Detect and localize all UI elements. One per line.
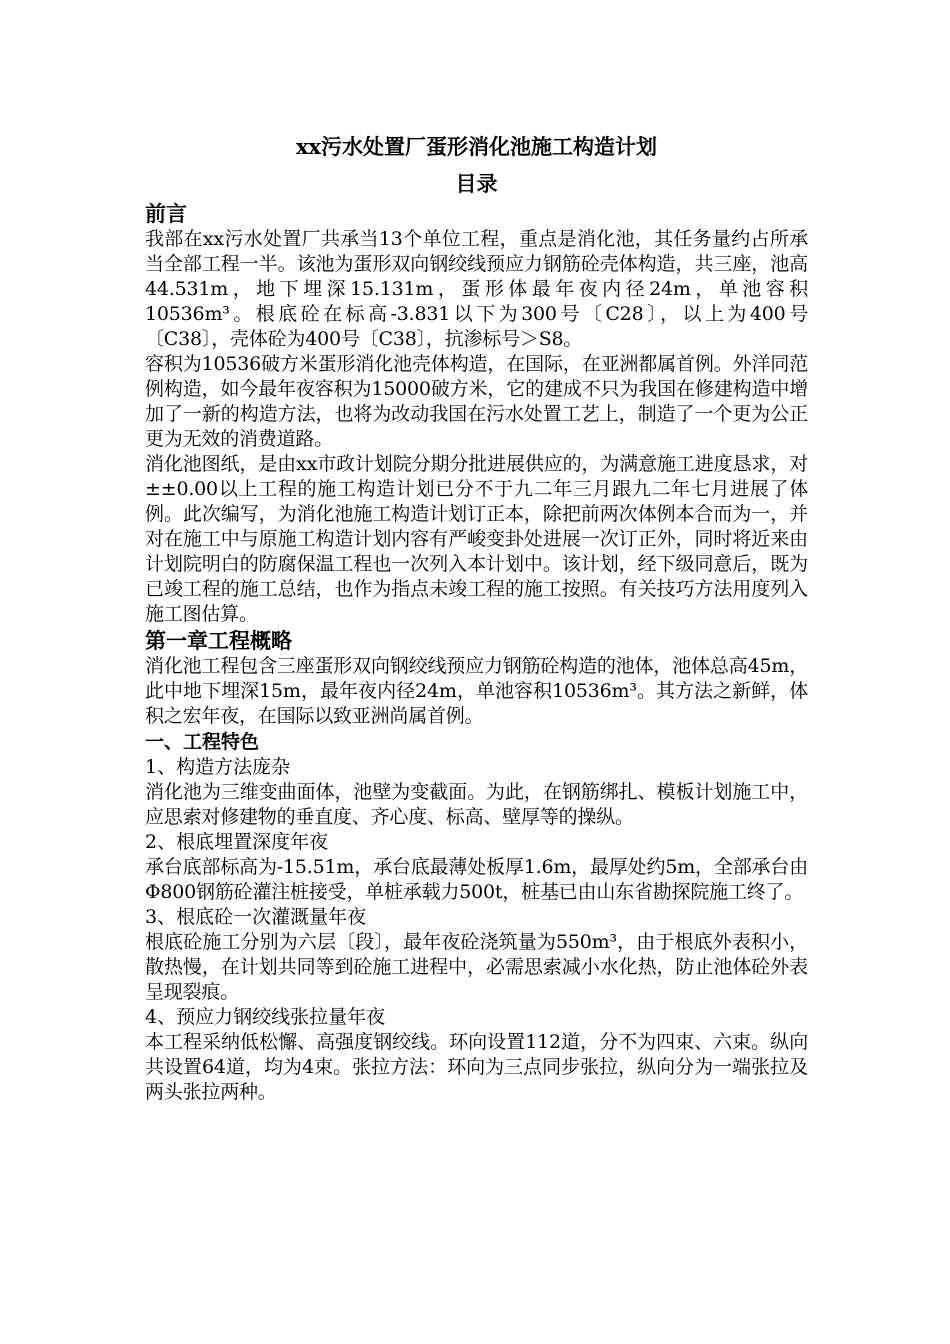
item-label-4: 4、预应力钢绞线张拉量年夜 [145, 1006, 386, 1028]
item-label-1: 1、构造方法庞杂 [145, 756, 291, 778]
chapter1-heading: 第一章工程概略 [145, 628, 292, 653]
item-text-2: 承台底部标高为-15.51m，承台底最薄处板厚1.6m，最厚处约5m，全部承台由Φ800钢筋砼灌注桩接受，单桩承载力500t，桩基已由山东省勘探院施工终了。 [145, 856, 808, 903]
item-text-3: 根底砼施工分别为六层〔段〕，最年夜砼浇筑量为550m³，由于根底外表积小，散热慢，在计划共同等到砼施工进程中，必需思索减小水化热，防止池体砼外表呈现裂痕。 [145, 931, 808, 1003]
preface-paragraph-2: 容积为10536破方米蛋形消化池壳体构造，在国际，在亚洲都属首例。外洋同范例构造，如今最年夜容积为15000破方米，它的建成不只为我国在修建构造中增加了一新的构造方法，也将为改动我国在污水处置工艺上，制造了一个更为公正更为无效的消费道路。 [145, 353, 808, 450]
toc-label: 目录 [455, 171, 498, 196]
preface-paragraph-3: 消化池图纸，是由xx市政计划院分期分批进展供应的，为满意施工进度恳求，对±±0.00以上工程的施工构造计划已分不于九二年三月跟九二年七月进展了体例。此次编写，为消化池施工构造计划订正本，除把前两次体例本合而为一，并对在施工中与原施工构造计划内容有严峻变卦处进展一次订正外，同时将近来由计划院明白的防腐保温工程也一次列入本计划中。该计划，经下级同意后，既为已竣工程的施工总结，也作为指点未竣工程的施工按照。有关技巧方法用度列入施工图估算。 [145, 453, 808, 625]
preface-heading: 前言 [145, 201, 187, 226]
item-label-2: 2、根底埋置深度年夜 [145, 831, 329, 853]
item-text-1: 消化池为三维变曲面体，池壁为变截面。为此，在钢筋绑扎、模板计划施工中，应思索对修建物的垂直度、齐心度、标高、壁厚等的操纵。 [145, 781, 808, 828]
chapter1-paragraph: 消化池工程包含三座蛋形双向钢绞线预应力钢筋砼构造的池体，池体总高45m，此中地下埋深15m，最年夜内径24m，单池容积10536m³。其方法之新鲜，体积之宏年夜，在国际以致亚洲尚属首例。 [145, 655, 808, 727]
section1-heading: 一、工程特色 [145, 731, 260, 753]
item-text-4: 本工程采纳低松懈、高强度钢绞线。环向设置112道，分不为四束、六束。纵向共设置64道，均为4束。张拉方法：环向为三点同步张拉，纵向分为一端张拉及两头张拉两种。 [145, 1031, 808, 1103]
preface-paragraph-1: 我部在xx污水处置厂共承当13个单位工程，重点是消化池，其任务量约占所承当全部工程一半。该池为蛋形双向钢绞线预应力钢筋砼壳体构造，共三座，池高44.531m，地下埋深15.131m，蛋形体最年夜内径24m，单池容积10536m³。根底砼在标高-3.831以下为300号〔C28〕，以上为400号〔C38〕，壳体砼为400号〔C38〕，抗渗标号＞S8。 [145, 228, 808, 350]
item-label-3: 3、根底砼一次灌溉量年夜 [145, 906, 367, 928]
document-title: xx污水处置厂蛋形消化池施工构造计划 [295, 134, 658, 159]
